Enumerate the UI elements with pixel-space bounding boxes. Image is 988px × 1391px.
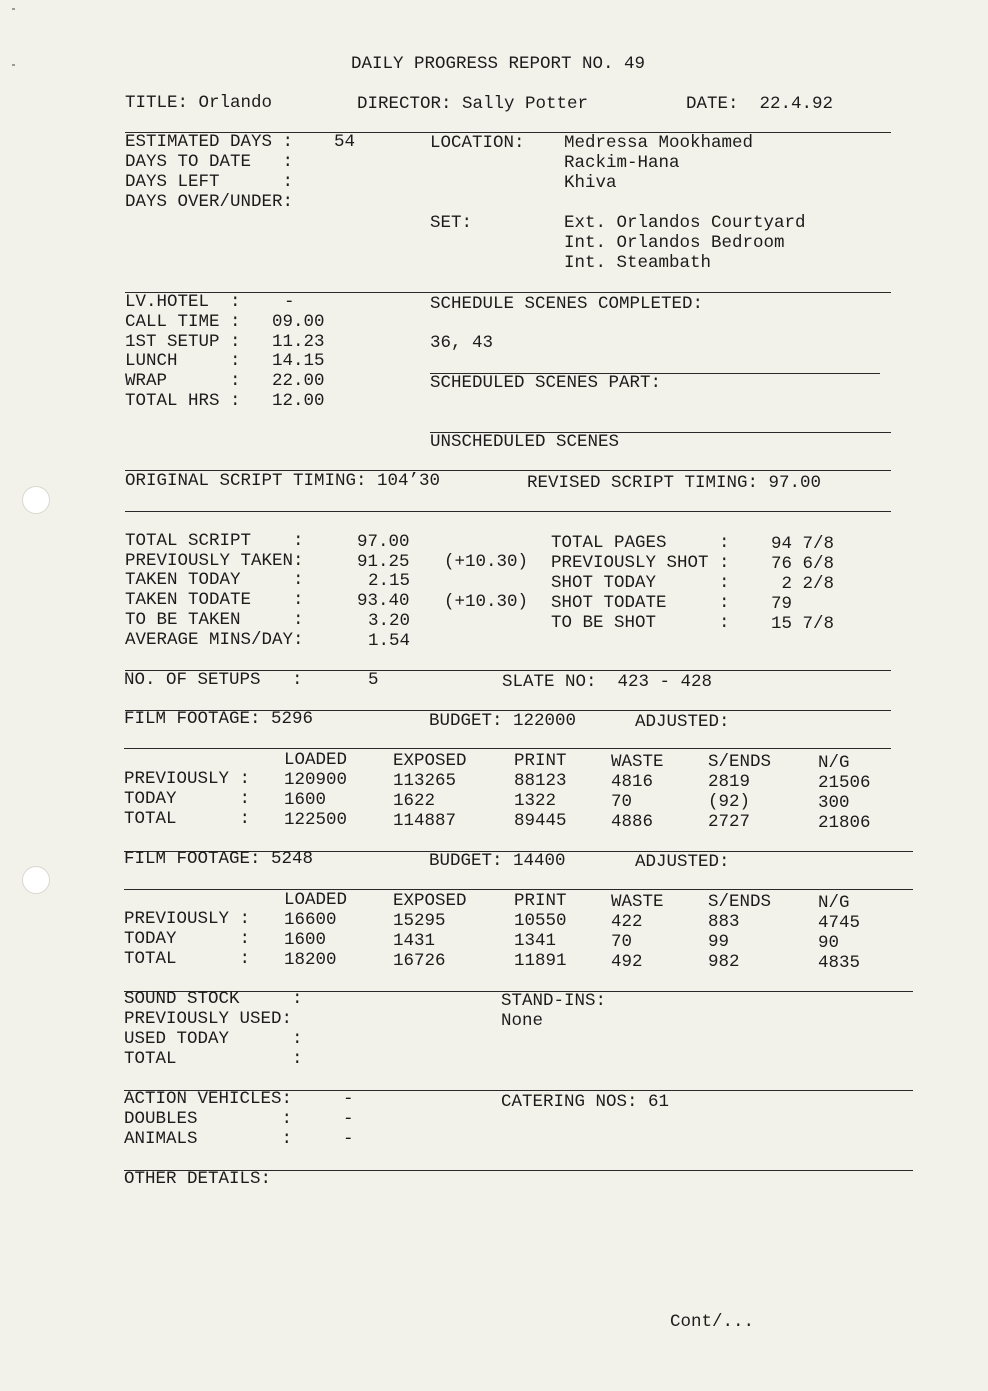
- divider: [125, 511, 891, 512]
- script-label: TOTAL SCRIPT :: [125, 531, 304, 551]
- other-details-label: OTHER DETAILS:: [124, 1169, 272, 1189]
- column-header: EXPOSED: [393, 891, 467, 911]
- sound-label: SOUND STOCK :: [124, 989, 303, 1009]
- table-cell: 88123: [514, 771, 567, 791]
- pages-label: TOTAL PAGES :: [551, 533, 730, 553]
- film-title: TITLE: Orlando: [125, 93, 273, 113]
- column-header: N/G: [818, 753, 850, 773]
- table-cell: 4745: [818, 913, 861, 933]
- column-header: LOADED: [284, 750, 348, 770]
- row-label: PREVIOUSLY :: [124, 909, 251, 929]
- table-cell: 70: [611, 792, 633, 812]
- location-label: LOCATION:: [430, 133, 525, 153]
- table-cell: 70: [611, 932, 633, 952]
- script-note: (+10.30): [444, 592, 529, 612]
- standins-value: None: [501, 1011, 544, 1031]
- continued-note: Cont/...: [670, 1312, 755, 1332]
- table-cell: 122500: [284, 810, 348, 830]
- estimated-days-value: 54: [334, 132, 356, 152]
- report-title: DAILY PROGRESS REPORT NO. 49: [351, 54, 646, 74]
- table-cell: 10550: [514, 911, 567, 931]
- table-cell: 99: [708, 932, 730, 952]
- sound-label: TOTAL :: [124, 1049, 303, 1069]
- column-header: S/ENDS: [708, 752, 772, 772]
- set-line: Int. Orlandos Bedroom: [564, 233, 785, 253]
- time-value: 11.23: [272, 332, 325, 352]
- table-cell: 4835: [818, 953, 861, 973]
- vehicles-value: -: [343, 1089, 354, 1109]
- punch-hole-top: [22, 486, 50, 514]
- pages-label: SHOT TODAY :: [551, 573, 730, 593]
- script-value: 2.15: [368, 571, 411, 591]
- table-cell: 89445: [514, 811, 567, 831]
- script-label: AVERAGE MINS/DAY:: [125, 630, 304, 650]
- time-label: WRAP :: [125, 371, 241, 391]
- film-adjusted: ADJUSTED:: [635, 852, 730, 872]
- table-cell: 300: [818, 793, 850, 813]
- script-label: TAKEN TODATE :: [125, 590, 304, 610]
- vehicles-label: ANIMALS :: [124, 1129, 293, 1149]
- film-footage: FILM FOOTAGE: 5296: [124, 709, 314, 729]
- time-label: CALL TIME :: [125, 312, 241, 332]
- pages-value: 2 2/8: [771, 574, 835, 594]
- report-date: DATE: 22.4.92: [686, 94, 834, 114]
- row-label: TOTAL :: [124, 809, 251, 829]
- table-cell: 2819: [708, 772, 751, 792]
- table-cell: 982: [708, 952, 740, 972]
- film-budget: BUDGET: 122000: [429, 711, 577, 731]
- script-label: TO BE TAKEN :: [125, 610, 304, 630]
- table-cell: 4886: [611, 812, 654, 832]
- days-over-under-label: DAYS OVER/UNDER:: [125, 192, 294, 212]
- sound-label: PREVIOUSLY USED:: [124, 1009, 293, 1029]
- column-header: LOADED: [284, 890, 348, 910]
- script-note: (+10.30): [444, 552, 529, 572]
- days-left-label: DAYS LEFT :: [125, 172, 294, 192]
- table-cell: 422: [611, 912, 643, 932]
- script-value: 91.25: [357, 552, 410, 572]
- column-header: PRINT: [514, 751, 567, 771]
- slate-number: SLATE NO: 423 - 428: [502, 672, 713, 692]
- standins-label: STAND-INS:: [501, 991, 607, 1011]
- script-label: TAKEN TODAY :: [125, 570, 304, 590]
- table-cell: 21506: [818, 773, 871, 793]
- table-cell: 1322: [514, 791, 557, 811]
- table-cell: 114887: [393, 811, 457, 831]
- table-cell: 15295: [393, 911, 446, 931]
- setups-value: 5: [368, 670, 379, 690]
- location-line: Medressa Mookhamed: [564, 133, 754, 153]
- pages-value: 15 7/8: [771, 614, 835, 634]
- table-cell: 1622: [393, 791, 436, 811]
- table-cell: 1600: [284, 790, 327, 810]
- location-line: Rackim-Hana: [564, 153, 680, 173]
- time-value: 14.15: [272, 351, 325, 371]
- unscheduled-scenes-label: UNSCHEDULED SCENES: [430, 432, 620, 452]
- column-header: N/G: [818, 893, 850, 913]
- paper-speck: [12, 64, 15, 66]
- table-cell: 16600: [284, 910, 337, 930]
- pages-value: 79: [771, 594, 793, 614]
- time-label: 1ST SETUP :: [125, 332, 241, 352]
- table-cell: (92): [708, 792, 751, 812]
- sound-label: USED TODAY :: [124, 1029, 303, 1049]
- set-line: Ext. Orlandos Courtyard: [564, 213, 806, 233]
- table-cell: 1341: [514, 931, 557, 951]
- pages-label: PREVIOUSLY SHOT :: [551, 553, 730, 573]
- column-header: EXPOSED: [393, 751, 467, 771]
- script-value: 3.20: [368, 611, 411, 631]
- divider: [124, 748, 891, 749]
- set-label: SET:: [430, 213, 473, 233]
- film-budget: BUDGET: 14400: [429, 851, 566, 871]
- row-label: PREVIOUSLY :: [124, 769, 251, 789]
- script-label: PREVIOUSLY TAKEN:: [125, 551, 304, 571]
- vehicles-label: DOUBLES :: [124, 1109, 293, 1129]
- pages-value: 94 7/8: [771, 534, 835, 554]
- time-value: 09.00: [272, 312, 325, 332]
- set-line: Int. Steambath: [564, 253, 712, 273]
- vehicles-value: -: [343, 1109, 354, 1129]
- table-cell: 90: [818, 933, 840, 953]
- time-label: TOTAL HRS :: [125, 391, 241, 411]
- pages-value: 76 6/8: [771, 554, 835, 574]
- film-footage: FILM FOOTAGE: 5248: [124, 849, 314, 869]
- vehicles-label: ACTION VEHICLES:: [124, 1089, 293, 1109]
- script-value: 97.00: [357, 532, 410, 552]
- script-value: 93.40: [357, 591, 410, 611]
- time-label: LUNCH :: [125, 351, 241, 371]
- time-value: -: [284, 292, 295, 312]
- table-cell: 21806: [818, 813, 871, 833]
- table-cell: 113265: [393, 771, 457, 791]
- table-cell: 492: [611, 952, 643, 972]
- punch-hole-bottom: [22, 866, 50, 894]
- table-cell: 11891: [514, 951, 567, 971]
- column-header: WASTE: [611, 892, 664, 912]
- table-cell: 18200: [284, 950, 337, 970]
- film-adjusted: ADJUSTED:: [635, 712, 730, 732]
- time-label: LV.HOTEL :: [125, 292, 241, 312]
- table-cell: 120900: [284, 770, 348, 790]
- vehicles-value: -: [343, 1129, 354, 1149]
- table-cell: 883: [708, 912, 740, 932]
- row-label: TODAY :: [124, 929, 251, 949]
- table-cell: 16726: [393, 951, 446, 971]
- estimated-days-label: ESTIMATED DAYS :: [125, 132, 294, 152]
- divider: [124, 889, 913, 890]
- table-cell: 1600: [284, 930, 327, 950]
- director: DIRECTOR: Sally Potter: [357, 94, 589, 114]
- location-line: Khiva: [564, 173, 617, 193]
- scenes-completed-value: 36, 43: [430, 333, 494, 353]
- catering-nos: CATERING NOS: 61: [501, 1092, 670, 1112]
- paper-speck: [12, 8, 15, 10]
- time-value: 22.00: [272, 371, 325, 391]
- column-header: WASTE: [611, 752, 664, 772]
- table-cell: 2727: [708, 812, 751, 832]
- scenes-completed-label: SCHEDULE SCENES COMPLETED:: [430, 294, 704, 314]
- time-value: 12.00: [272, 391, 325, 411]
- setups-label: NO. OF SETUPS :: [124, 670, 303, 690]
- table-cell: 1431: [393, 931, 436, 951]
- column-header: PRINT: [514, 891, 567, 911]
- column-header: S/ENDS: [708, 892, 772, 912]
- days-to-date-label: DAYS TO DATE :: [125, 152, 294, 172]
- original-script-timing: ORIGINAL SCRIPT TIMING: 104’30: [125, 471, 441, 491]
- script-value: 1.54: [368, 631, 411, 651]
- revised-script-timing: REVISED SCRIPT TIMING: 97.00: [527, 473, 822, 493]
- pages-label: TO BE SHOT :: [551, 613, 730, 633]
- pages-label: SHOT TODATE :: [551, 593, 730, 613]
- row-label: TOTAL :: [124, 949, 251, 969]
- table-cell: 4816: [611, 772, 654, 792]
- scenes-part-label: SCHEDULED SCENES PART:: [430, 373, 662, 393]
- row-label: TODAY :: [124, 789, 251, 809]
